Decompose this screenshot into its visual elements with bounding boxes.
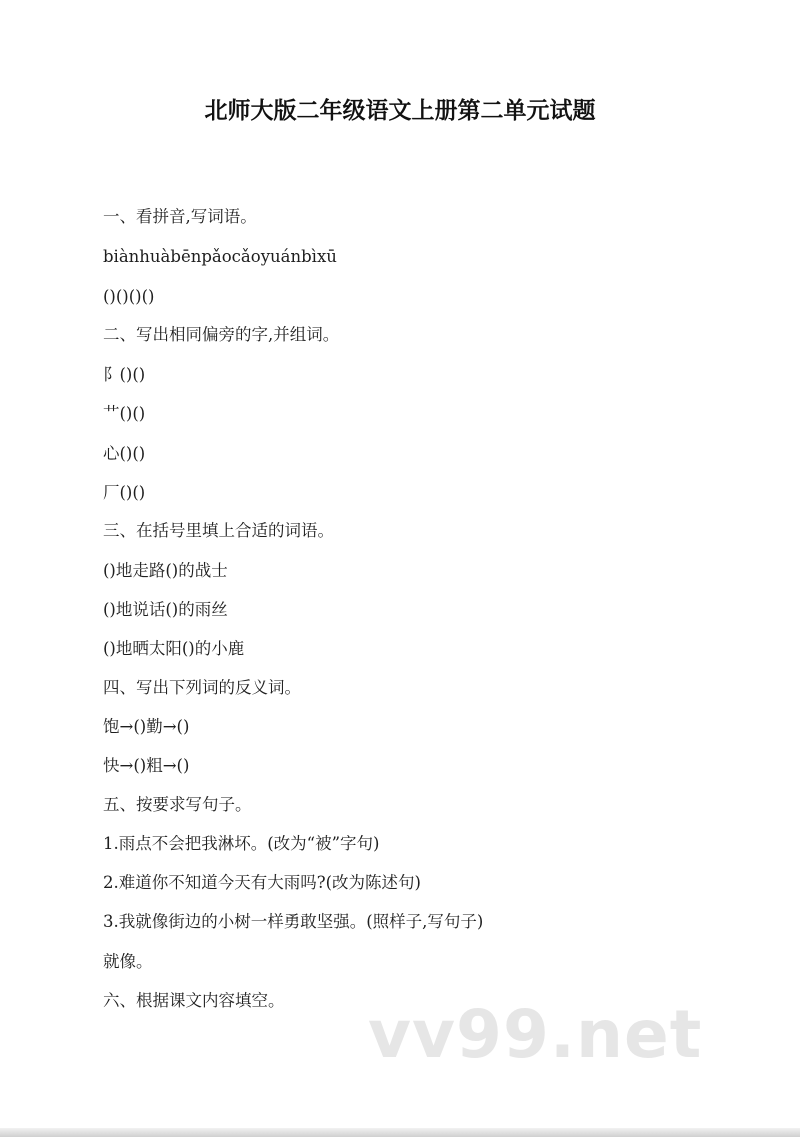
antonym-line: 饱→()勤→(): [103, 717, 190, 736]
pinyin-line: biànhuàbēnpǎocǎoyuánbìxū: [103, 247, 337, 266]
fill-in-line: ()地晒太阳()的小鹿: [103, 639, 245, 658]
fill-in-line: ()地说话()的雨丝: [103, 600, 228, 619]
section-heading-6: 六、根据课文内容填空。: [103, 991, 285, 1010]
antonym-line: 快→()粗→(): [103, 756, 190, 775]
section-heading-4: 四、写出下列词的反义词。: [103, 678, 301, 697]
sentence-task: 1.雨点不会把我淋坏。(改为“被”字句): [103, 834, 380, 853]
page-bottom-edge: [0, 1128, 800, 1137]
radical-line: 心()(): [103, 444, 146, 463]
sentence-task: 3.我就像街边的小树一样勇敢坚强。(照样子,写句子): [103, 912, 484, 931]
answer-blanks: ()()()(): [103, 287, 155, 306]
section-heading-5: 五、按要求写句子。: [103, 795, 252, 814]
watermark: vv99.net: [368, 996, 703, 1073]
section-heading-1: 一、看拼音,写词语。: [103, 207, 257, 226]
radical-line: 厂()(): [103, 483, 146, 502]
section-heading-3: 三、在括号里填上合适的词语。: [103, 521, 334, 540]
section-heading-2: 二、写出相同偏旁的字,并组词。: [103, 325, 340, 344]
page-title: 北师大版二年级语文上册第二单元试题: [204, 98, 596, 124]
fill-in-line: ()地走路()的战士: [103, 561, 228, 580]
radical-line: 阝()(): [103, 365, 146, 384]
sentence-task: 2.难道你不知道今天有大雨吗?(改为陈述句): [103, 873, 421, 892]
radical-line: 艹()(): [103, 404, 146, 423]
sentence-example: 就像。: [103, 952, 153, 971]
